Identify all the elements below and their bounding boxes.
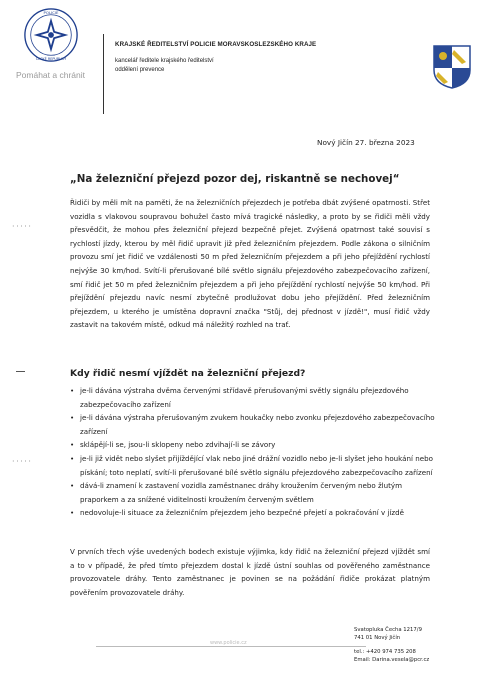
svg-text:ČESKÉ REPUBLIKY: ČESKÉ REPUBLIKY xyxy=(35,57,67,62)
section-heading: Kdy řidič nesmí vjíždět na železniční přejezd? xyxy=(70,368,306,379)
intro-paragraph: Řidiči by měli mít na paměti, že na železničních přejezdech je potřeba dbát zvýšené opatrnosti. Střet vozidla s vlakovou soupravou bohužel často mívá tragické následky, a proto by se řidiči měli vždy přesvědčit, že mohou přes železniční přejezd bezpečně přejet. Zvýšená opatrnost také souvisí s rychlostí jízdy, kterou by měl řidič upravit již před železničním přejezdem. Podle zákona o silničním provozu smí jet řidič ve vzdálenosti 50 m před železničním přejezdem a při jeho přejíždění rychlostí nejvýše 30 km/hod. Svítí-li přerušované bílé světlo signálu přejezdového zabezpečovacího zařízení, smí řidič jet 50 m před železničním přejezdem a při jeho přejíždění rychlostí nejvýše 50 km/hod. Při přejíždění přejezdu navíc nesmí zbytečně prodlužovat dobu jeho přejíždění. Před železničním přejezdem, u kterého je umístěna dopravní značka "Stůj, dej přednost v jízdě!", musí řidič vždy zastavit na takovém místě, odkud má náležitý rozhled na trať. xyxy=(70,198,430,330)
footer-phone: tel.: +420 974 735 208 xyxy=(354,649,416,655)
footer-website-link[interactable]: www.policie.cz xyxy=(210,640,247,646)
bullet-icon: • xyxy=(70,440,75,450)
police-star-emblem-icon xyxy=(22,6,80,64)
office-line-2: oddělení prevence xyxy=(115,67,165,73)
bullet-icon: • xyxy=(70,413,75,423)
office-line-1: kancelář ředitele krajského ředitelství xyxy=(115,58,214,64)
svg-text:POLICIE: POLICIE xyxy=(43,10,59,16)
bullet-icon: • xyxy=(70,481,75,491)
list-item: • nedovoluje-li situace za železničním přejezdem jeho bezpečné přejetí a pokračování v jízdě xyxy=(70,506,442,520)
footer-city: 741 01 Nový Jičín xyxy=(354,635,401,641)
document-date: Nový Jičín 27. března 2023 xyxy=(317,138,415,147)
list-item: • sklápějí-li se, jsou-li sklopeny nebo zdvihají-li se závory xyxy=(70,438,442,452)
document-title: „Na železniční přejezd pozor dej, riskantně se nechovej“ xyxy=(70,173,400,185)
bullet-icon: • xyxy=(70,508,75,518)
margin-dots-2: · · · · · xyxy=(12,457,31,466)
coat-of-arms-icon xyxy=(432,44,472,90)
list-item: • je-li již vidět nebo slyšet přijíždějící vlak nebo jiné drážní vozidlo nebo je-li slyšet jeho houkání nebo pískání; toto neplatí, svítí-li přerušované bílé světlo signálu přejezdového zabezpečovacího zařízení xyxy=(70,453,433,477)
margin-fold-mark xyxy=(16,371,25,372)
list-item: • je-li dávána výstraha dvěma červenými střídavě přerušovanými světly signálu přejezdového zabezpečovacího zařízení xyxy=(70,386,409,409)
exception-paragraph: V prvních třech výše uvedených bodech existuje výjimka, kdy řidič na železniční přejezd vjíždět smí a to v případě, že před tímto přejezdem dostal k jízdě ústní souhlas od pověřeného zaměstnance provozovatele dráhy. Tento zaměstnanec je povinen se na požádání řidiče prokázat platným pověřením provozovatele dráhy. xyxy=(70,547,430,597)
conditions-list xyxy=(70,384,442,520)
bullet-icon: • xyxy=(70,386,75,395)
footer-email[interactable]: Email: Darina.vesela@pcr.cz xyxy=(354,657,430,663)
bullet-icon: • xyxy=(70,453,75,463)
organization-name: KRAJSKÉ ŘEDITELSTVÍ POLICIE MORAVSKOSLEZSKÉHO KRAJE xyxy=(115,41,317,48)
margin-dots-1: · · · · · xyxy=(12,222,31,231)
motto: Pomáhat a chránit xyxy=(16,70,85,80)
list-item: • dává-li znamení k zastavení vozidla zaměstnanec dráhy kroužením červeným nebo žlutým praporkem a za snížené viditelnosti kroužením červeným světlem xyxy=(70,481,403,504)
header-divider xyxy=(103,34,104,114)
footer-street: Svatopluka Čecha 1217/9 xyxy=(354,627,422,633)
list-item: • je-li dávána výstraha přerušovaným zvukem houkačky nebo zvonku přejezdového zabezpečovacího zařízení xyxy=(70,413,435,436)
footer-divider xyxy=(96,646,366,647)
